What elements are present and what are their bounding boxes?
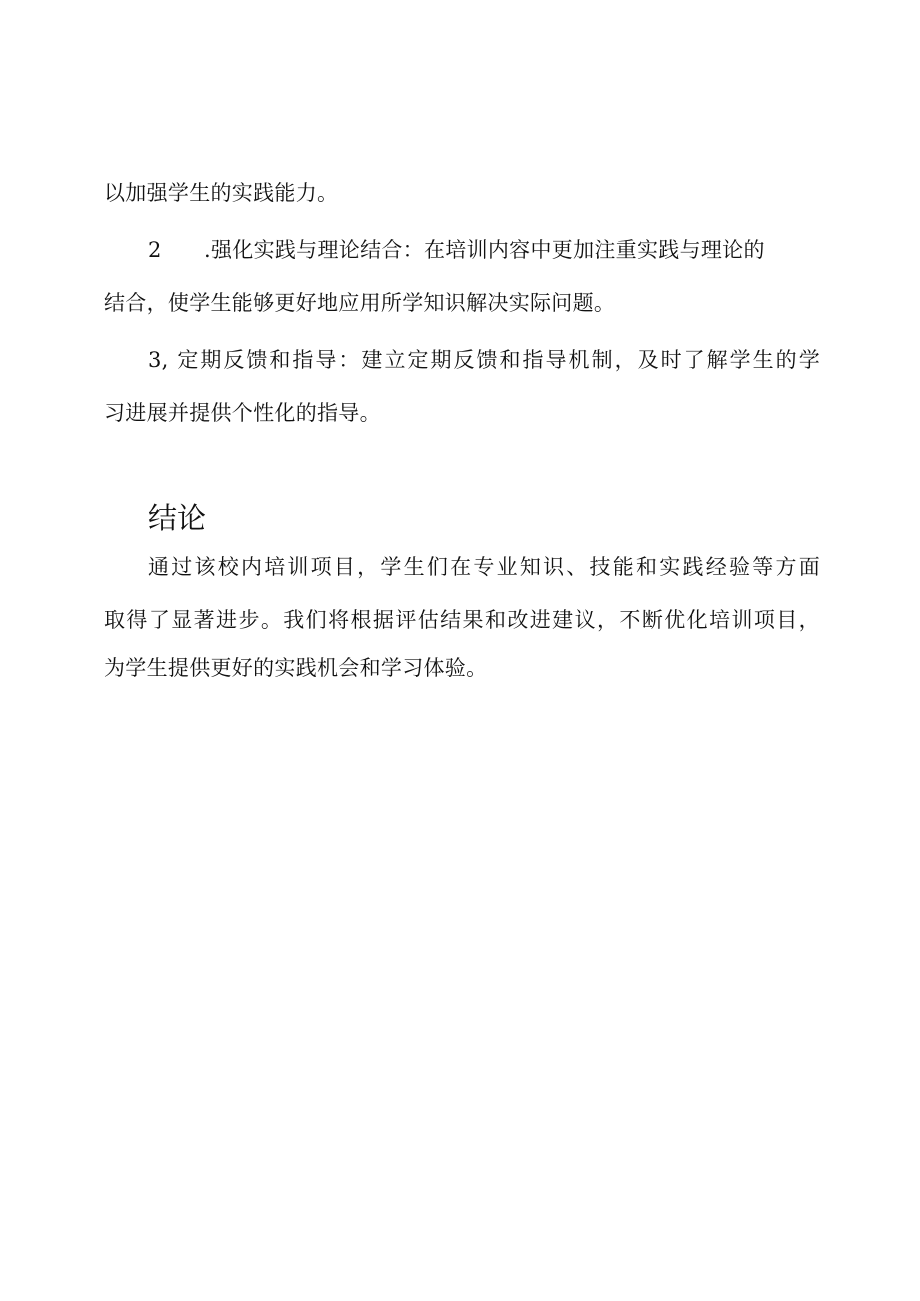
conclusion-line: 通过该校内培训项目，学生们在专业知识、技能和实践经验等方面	[148, 555, 820, 579]
list-item-2	[148, 235, 820, 265]
paragraph-line: 以加强学生的实践能力。	[104, 181, 339, 205]
paragraph-line: 结合，使学生能够更好地应用所学知识解决实际问题。	[104, 291, 616, 315]
list-item-number: 2	[148, 238, 162, 262]
conclusion-line: 为学生提供更好的实践机会和学习体验。	[104, 656, 488, 680]
list-item-text: .强化实践与理论结合：在培训内容中更加注重实践与理论的	[204, 238, 765, 262]
paragraph-line: 习进展并提供个性化的指导。	[104, 401, 381, 425]
conclusion-line: 取得了显著进步。我们将根据评估结果和改进建议，不断优化培训项目，	[104, 608, 820, 632]
list-item-3: 3, 定期反馈和指导：建立定期反馈和指导机制，及时了解学生的学	[148, 348, 820, 372]
section-heading-conclusion: 结论	[148, 501, 207, 535]
